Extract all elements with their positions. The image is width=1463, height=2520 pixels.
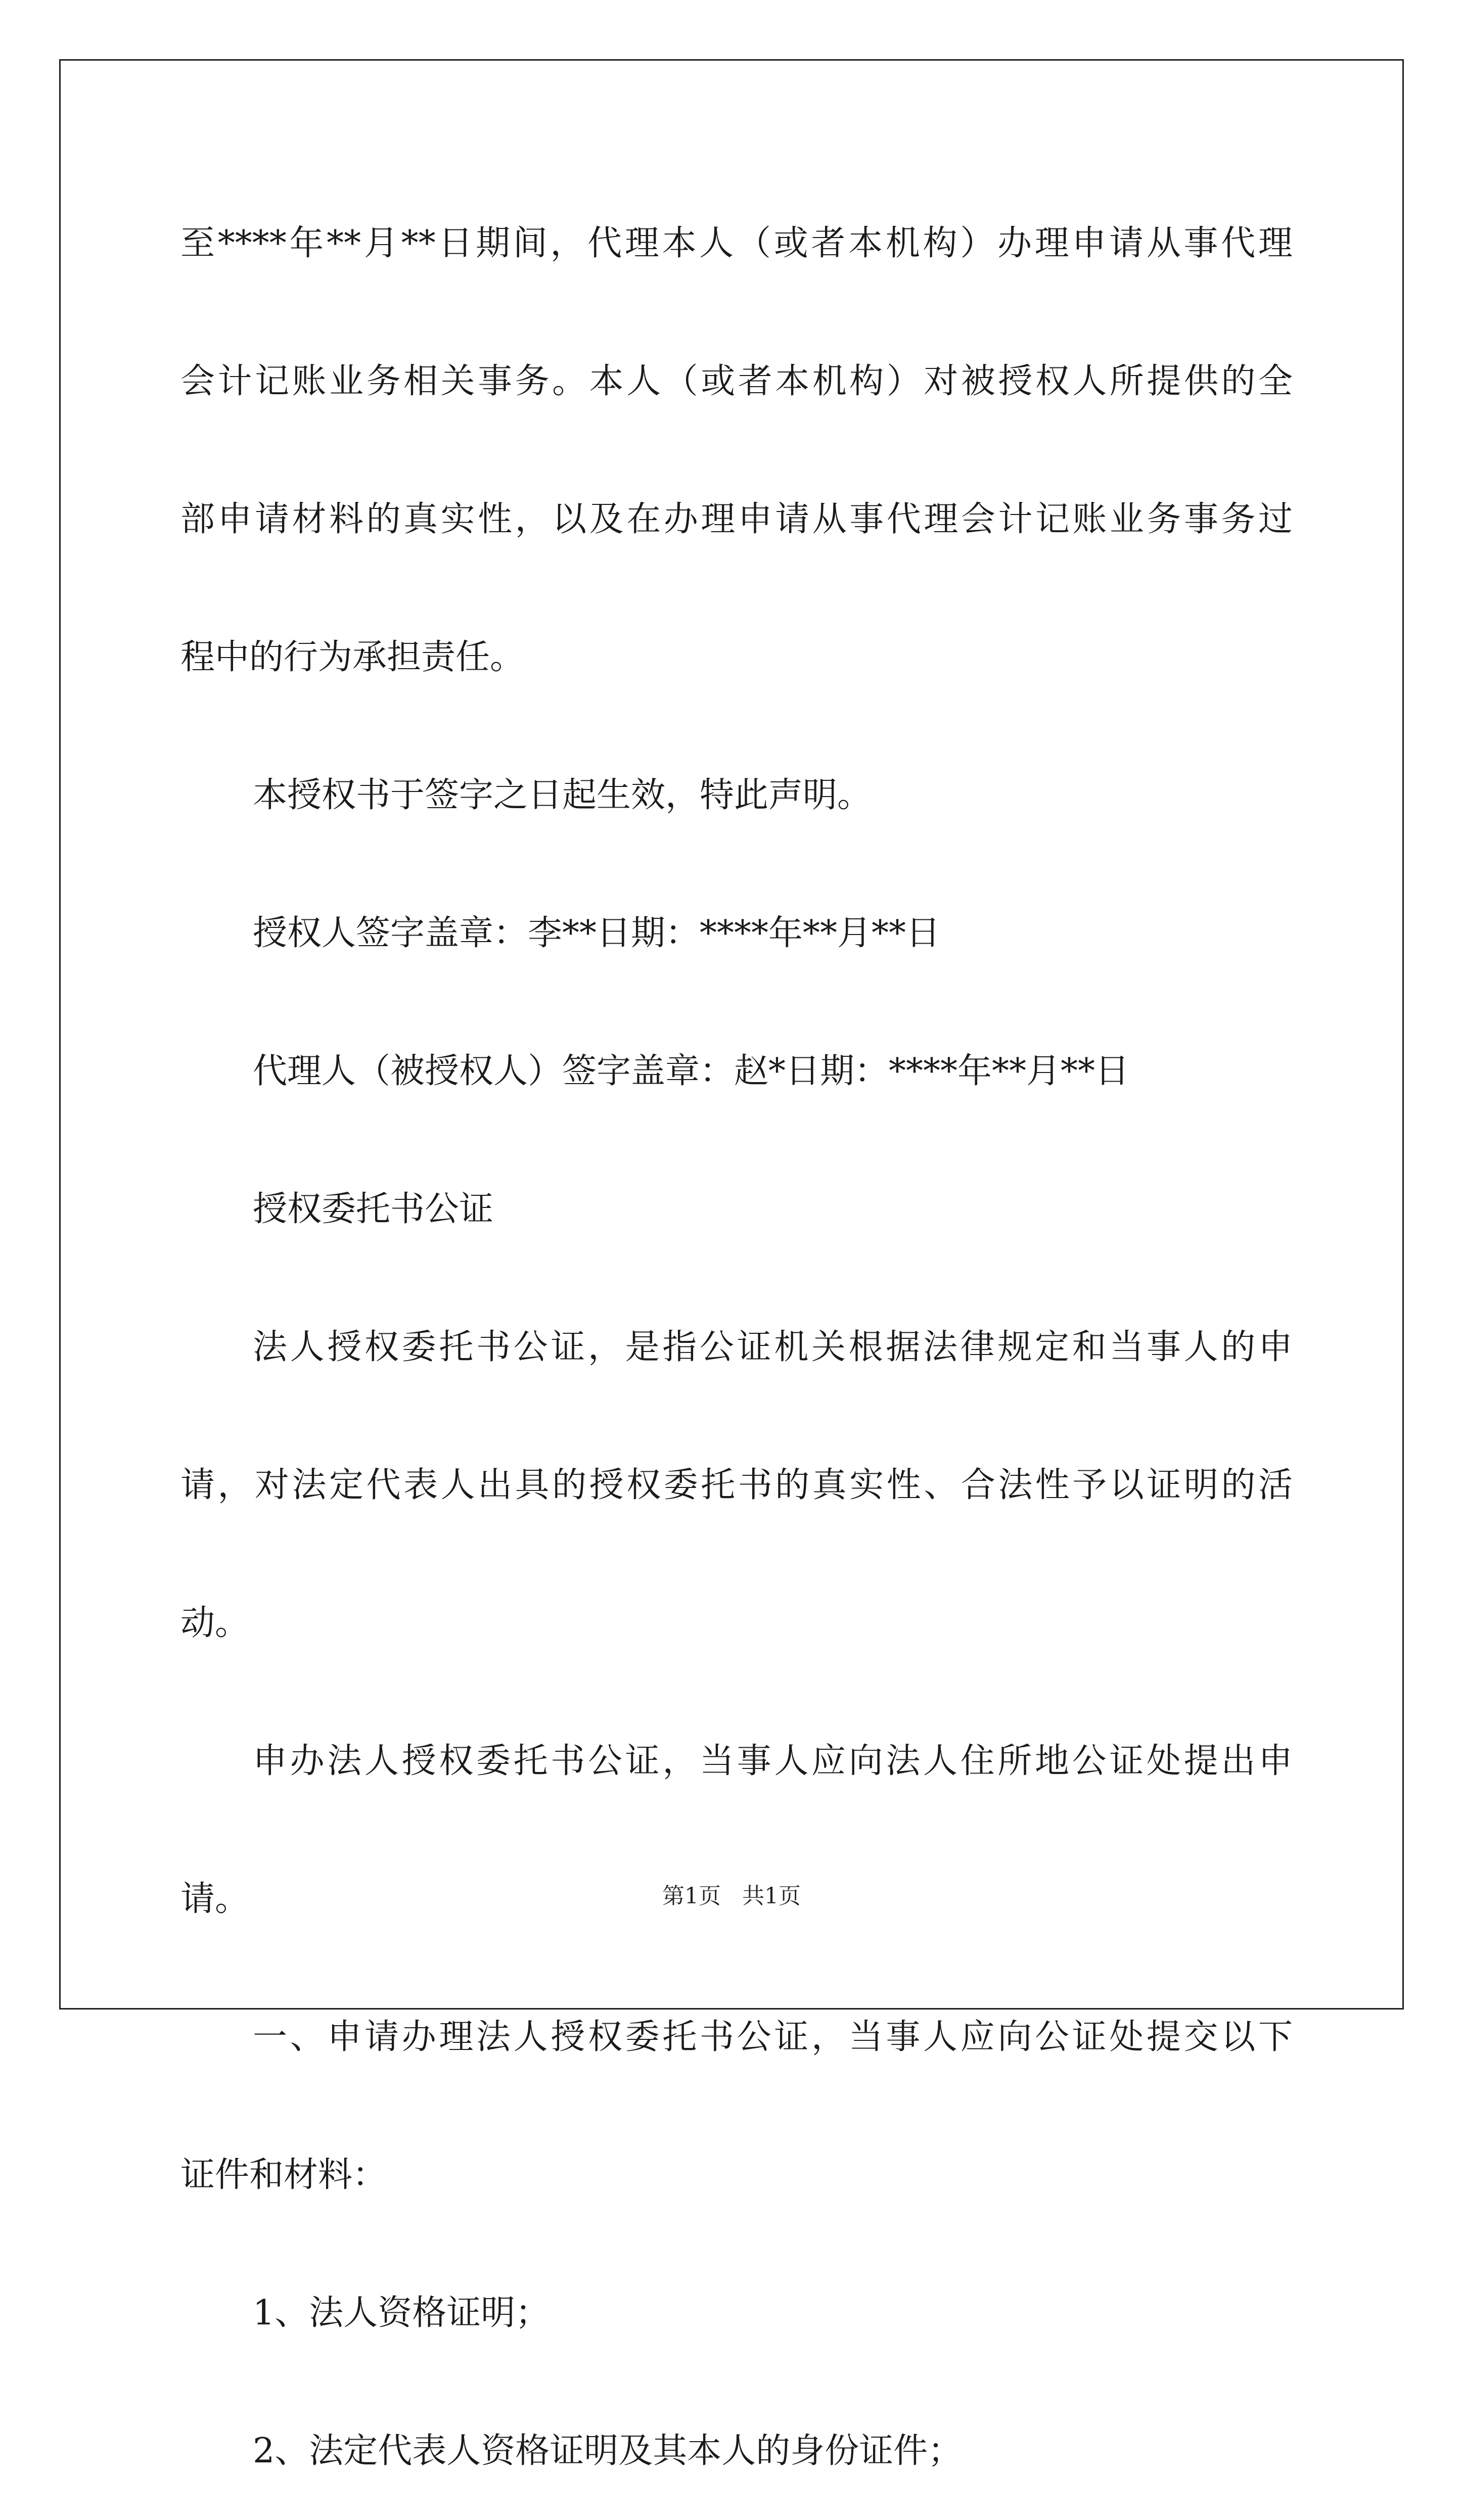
body-line: 一、申请办理法人授权委托书公证，当事人应向公证处提交以下 — [253, 2017, 1293, 2057]
body-line: 法人授权委托书公证，是指公证机关根据法律规定和当事人的申 — [253, 1327, 1293, 1367]
body-line: 请，对法定代表人出具的授权委托书的真实性、合法性予以证明的活 — [180, 1465, 1293, 1505]
body-line: 会计记账业务相关事务。本人（或者本机构）对被授权人所提供的全 — [180, 361, 1293, 401]
page-number-current: 第1页 — [662, 1883, 721, 1909]
signature-line-grantor: 授权人签字盖章：李**日期：****年**月**日 — [253, 913, 941, 953]
body-line: 申办法人授权委托书公证，当事人应向法人住所地公证处提出申 — [253, 1741, 1293, 1781]
signature-line-agent: 代理人（被授权人）签字盖章：赵*日期：****年**月**日 — [253, 1051, 1130, 1091]
document-body — [180, 174, 1293, 2520]
section-heading: 授权委托书公证 — [253, 1189, 494, 1229]
body-line: 请。 — [180, 1879, 250, 1919]
body-line: 本授权书于签字之日起生效，特此声明。 — [253, 775, 872, 815]
page-footer — [0, 1878, 1463, 1910]
page-number-total: 共1页 — [742, 1883, 801, 1909]
body-line: 程中的行为承担责任。 — [180, 637, 525, 677]
body-line: 动。 — [180, 1603, 250, 1643]
body-line: 至****年**月**日期间，代理本人（或者本机构）办理申请从事代理 — [180, 223, 1293, 263]
list-item: 1、法人资格证明； — [253, 2293, 550, 2333]
body-line: 证件和材料： — [180, 2155, 387, 2195]
body-line: 部申请材料的真实性，以及在办理申请从事代理会计记账业务事务过 — [180, 499, 1293, 539]
list-item: 2、法定代表人资格证明及其本人的身份证件； — [253, 2431, 963, 2471]
